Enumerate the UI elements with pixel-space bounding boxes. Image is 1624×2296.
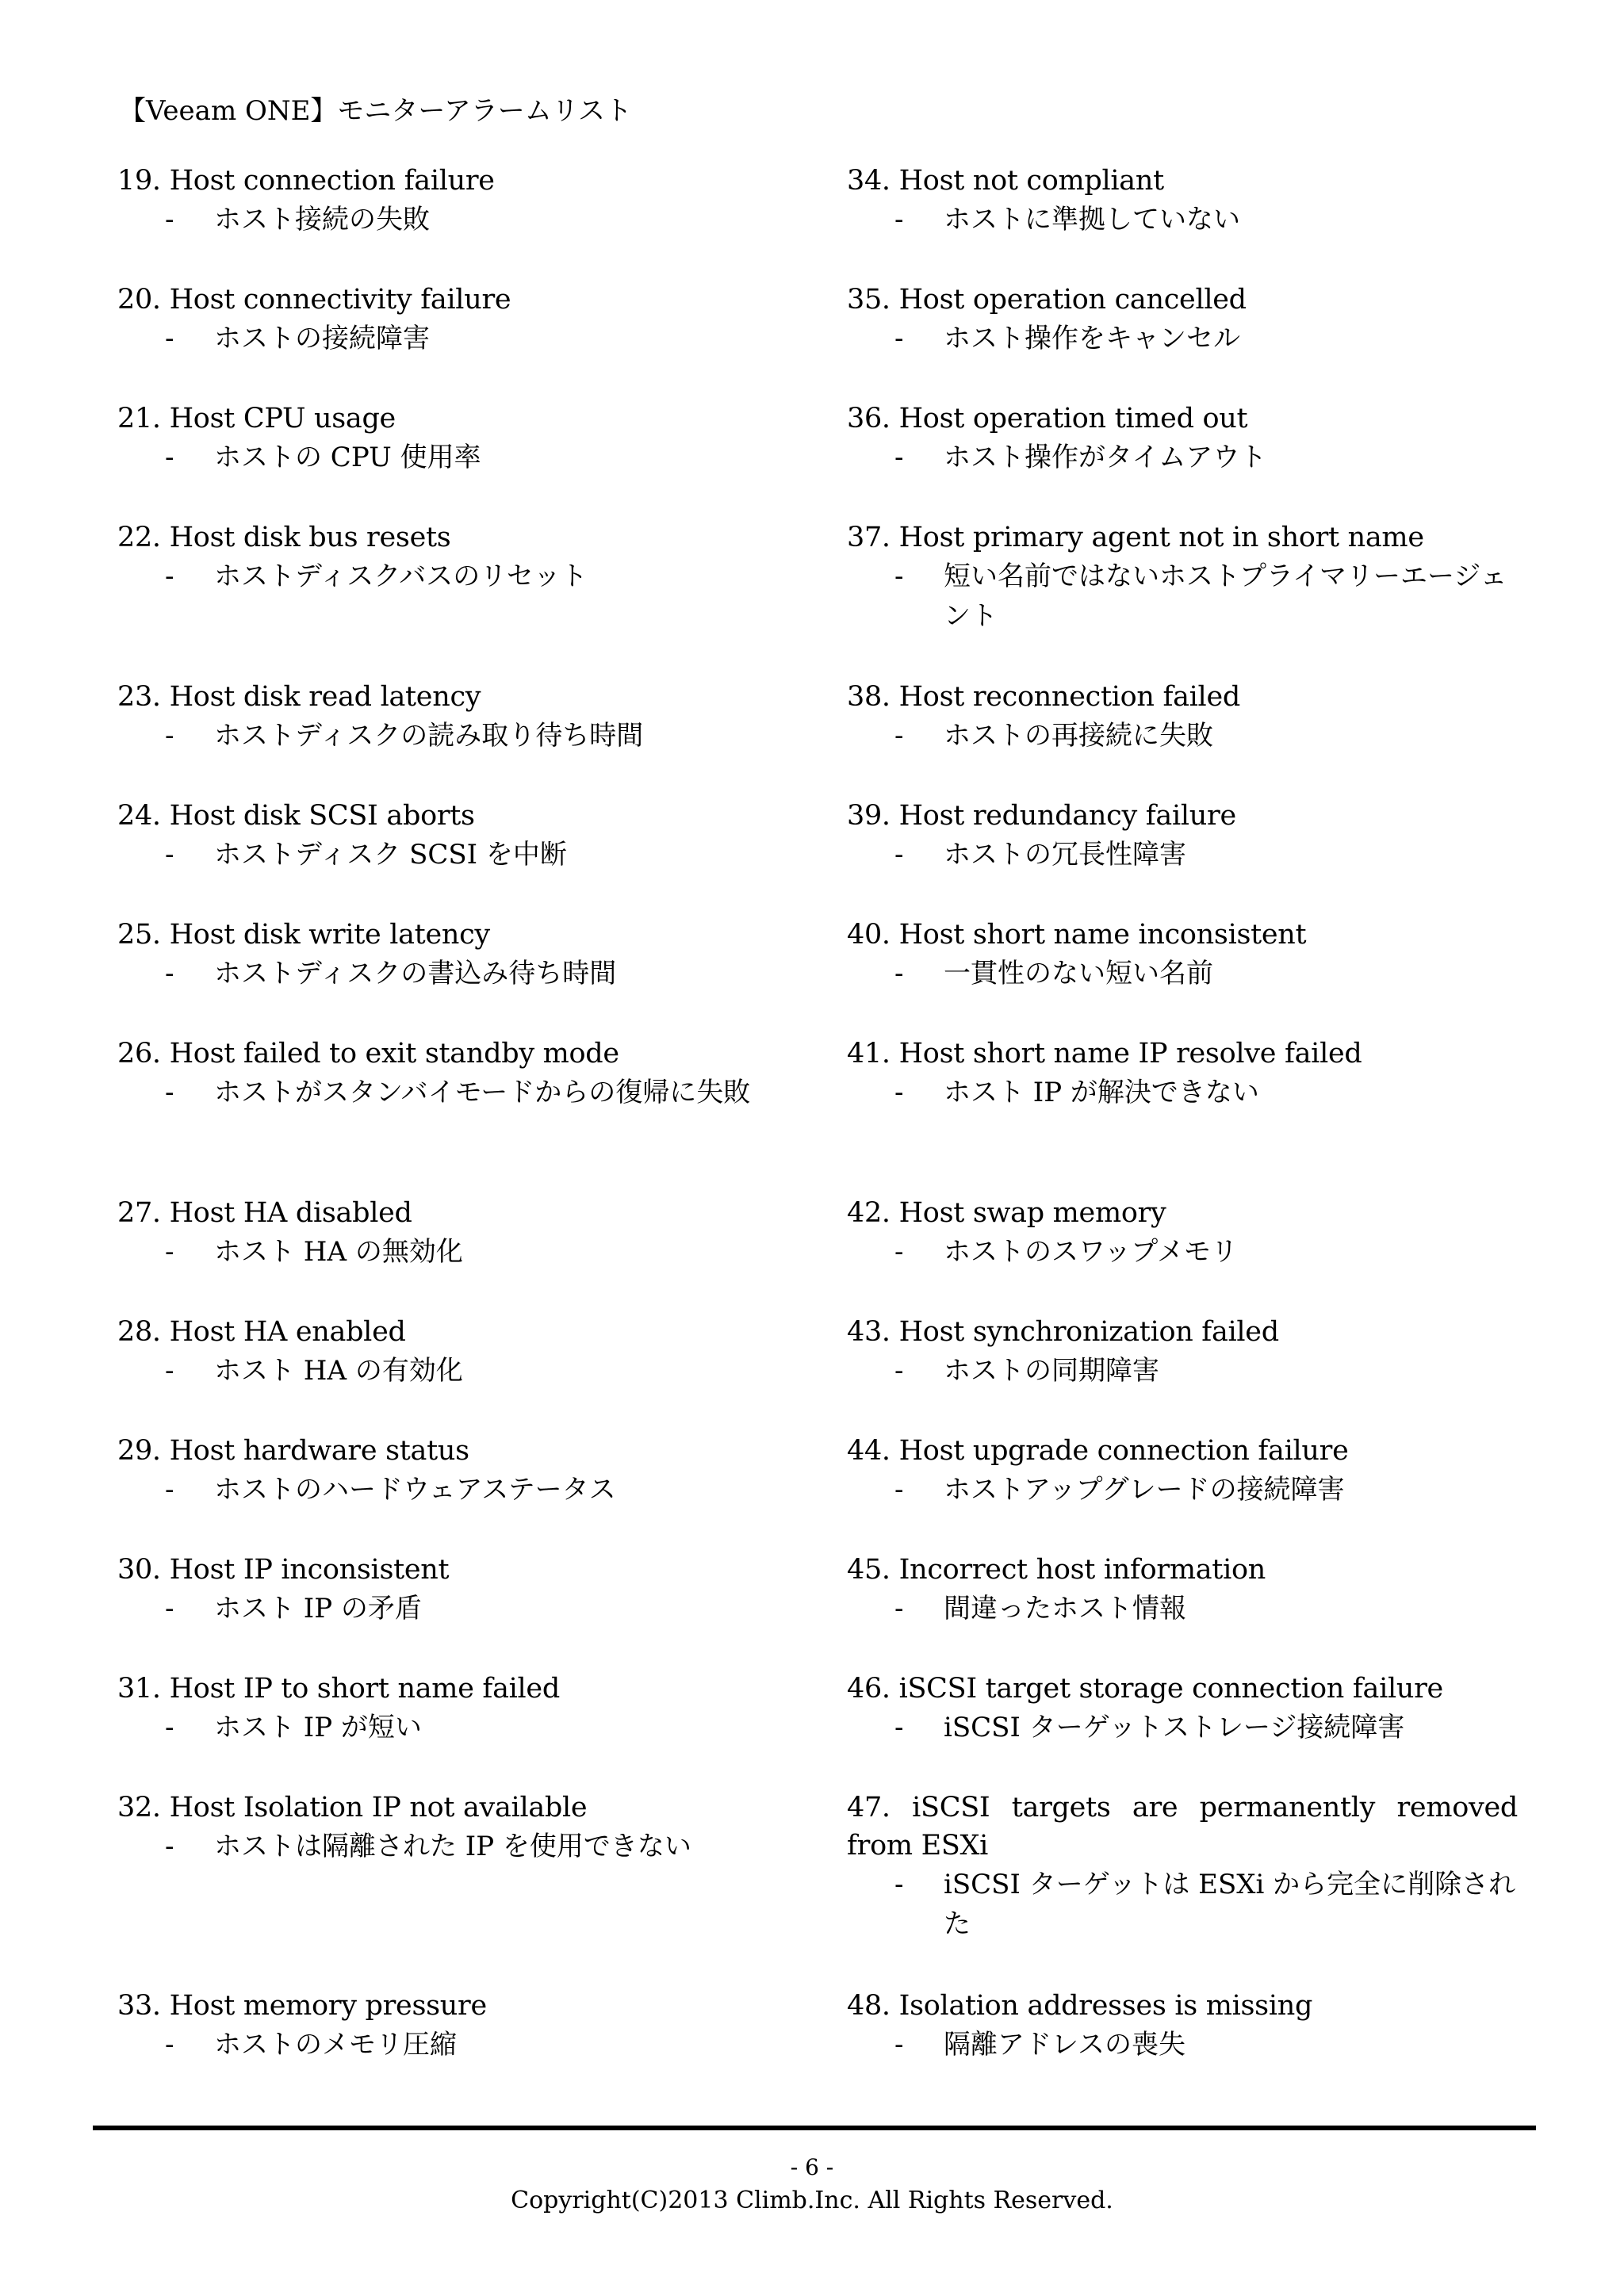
bullet-dash: - — [894, 442, 904, 473]
alarm-item-title: 43. Host synchronization failed — [847, 1316, 1279, 1348]
alarm-item-japanese: ホストの冗長性障害 — [944, 839, 1186, 871]
alarm-item-translation — [847, 1865, 1521, 1944]
alarm-item-translation — [847, 835, 1521, 874]
alarm-item-japanese: ホストのハードウェアステータス — [214, 1474, 616, 1506]
alarm-item-title: 26. Host failed to exit standby mode — [117, 1038, 619, 1070]
alarm-item-japanese: ホスト操作がタイムアウト — [944, 442, 1267, 473]
alarm-item-translation — [847, 1708, 1521, 1747]
alarm-item-title: 20. Host connectivity failure — [117, 284, 511, 316]
alarm-item-japanese: ホスト IP が短い — [214, 1712, 422, 1743]
bullet-dash: - — [165, 1712, 174, 1743]
alarm-item-translation — [847, 1073, 1521, 1112]
alarm-item — [847, 281, 1521, 358]
alarm-item-japanese: ホスト HA の無効化 — [214, 1236, 463, 1268]
alarm-item-translation — [117, 835, 791, 874]
alarm-item-title: 46. iSCSI target storage connection failure — [847, 1673, 1443, 1705]
alarm-item-japanese: ホストは隔離された IP を使用できない — [214, 1831, 691, 1862]
alarm-item — [847, 1789, 1521, 1944]
alarm-item-title: 39. Host redundancy failure — [847, 800, 1236, 832]
alarm-item-japanese: ホストディスク SCSI を中断 — [214, 839, 567, 871]
alarm-item-translation — [847, 716, 1521, 756]
alarm-item-translation — [117, 954, 791, 993]
alarm-item-japanese: ホストディスクの書込み待ち時間 — [214, 958, 617, 989]
alarm-item — [117, 916, 791, 993]
alarm-item — [117, 519, 791, 596]
bullet-dash: - — [894, 1869, 904, 1900]
alarm-item-japanese: 一貫性のない短い名前 — [944, 958, 1213, 989]
bullet-dash: - — [165, 1831, 174, 1862]
page-number: - 6 - — [790, 2154, 834, 2180]
bullet-dash: - — [894, 323, 904, 354]
alarm-item-japanese: ホストディスクバスのリセット — [214, 561, 588, 592]
alarm-item-japanese: ホストに準拠していない — [944, 204, 1240, 235]
alarm-item — [847, 1194, 1521, 1272]
alarm-item-translation — [117, 2025, 791, 2064]
bullet-dash: - — [165, 839, 174, 871]
alarm-item-japanese: ホストのメモリ圧縮 — [214, 2029, 457, 2061]
alarm-item-title: 30. Host IP inconsistent — [117, 1554, 450, 1586]
bullet-dash: - — [165, 561, 174, 592]
alarm-item — [117, 1313, 791, 1391]
alarm-item-title: 45. Incorrect host information — [847, 1554, 1266, 1586]
alarm-item-translation — [847, 200, 1521, 239]
alarm-item-title: 47. iSCSI targets are permanently removed from ESXi — [847, 1792, 1518, 1862]
alarm-item-japanese: ホストの同期障害 — [944, 1355, 1159, 1387]
alarm-item-title: 24. Host disk SCSI aborts — [117, 800, 475, 832]
alarm-item-title: 42. Host swap memory — [847, 1197, 1166, 1229]
bullet-dash: - — [894, 1712, 904, 1743]
alarm-item — [847, 1987, 1521, 2064]
alarm-item-title: 38. Host reconnection failed — [847, 681, 1240, 713]
bullet-dash: - — [165, 442, 174, 473]
alarm-item-translation — [117, 716, 791, 756]
alarm-item-translation — [117, 438, 791, 477]
alarm-item-title: 22. Host disk bus resets — [117, 522, 451, 553]
alarm-item — [117, 1670, 791, 1747]
bullet-dash: - — [165, 1593, 174, 1624]
alarm-item-japanese: ホストディスクの読み取り待ち時間 — [214, 720, 644, 752]
alarm-item-translation — [117, 1232, 791, 1272]
bullet-dash: - — [165, 1355, 174, 1387]
bullet-dash: - — [894, 2029, 904, 2061]
alarm-item-title: 31. Host IP to short name failed — [117, 1673, 560, 1705]
alarm-item-title: 48. Isolation addresses is missing — [847, 1990, 1313, 2022]
alarm-item — [847, 678, 1521, 756]
alarm-item-title: 41. Host short name IP resolve failed — [847, 1038, 1362, 1070]
alarm-item-title: 19. Host connection failure — [117, 165, 495, 197]
bullet-dash: - — [894, 204, 904, 235]
bullet-dash: - — [894, 958, 904, 989]
alarm-item-translation — [847, 1232, 1521, 1272]
alarm-item — [847, 1432, 1521, 1510]
alarm-item-japanese: ホストアップグレードの接続障害 — [944, 1474, 1345, 1506]
copyright-notice: Copyright(C)2013 Climb.Inc. All Rights Reserved. — [511, 2187, 1113, 2214]
alarm-item-title: 27. Host HA disabled — [117, 1197, 412, 1229]
alarm-item-japanese: ホストの CPU 使用率 — [214, 442, 481, 473]
alarm-item-translation — [847, 2025, 1521, 2064]
alarm-item-title: 25. Host disk write latency — [117, 919, 490, 951]
alarm-item-translation — [847, 438, 1521, 477]
alarm-item — [117, 1551, 791, 1628]
alarm-item-japanese: ホストのスワップメモリ — [944, 1236, 1238, 1268]
alarm-item-japanese: ホスト操作をキャンセル — [944, 323, 1240, 354]
alarm-item-translation — [117, 1708, 791, 1747]
alarm-item — [847, 1551, 1521, 1628]
alarm-item-title: 35. Host operation cancelled — [847, 284, 1247, 316]
bullet-dash: - — [894, 839, 904, 871]
bullet-dash: - — [165, 1474, 174, 1506]
bullet-dash: - — [165, 204, 174, 235]
alarm-item — [847, 1670, 1521, 1747]
alarm-item-title: 33. Host memory pressure — [117, 1990, 487, 2022]
bullet-dash: - — [894, 1355, 904, 1387]
alarm-item — [847, 1313, 1521, 1391]
alarm-item-translation — [117, 200, 791, 239]
alarm-item — [117, 400, 791, 477]
alarm-item — [117, 678, 791, 756]
alarm-item — [847, 519, 1521, 636]
alarm-item — [117, 1194, 791, 1272]
alarm-item-translation — [117, 1351, 791, 1391]
alarm-item-title: 21. Host CPU usage — [117, 403, 396, 434]
bullet-dash: - — [894, 561, 904, 592]
alarm-item-japanese: iSCSI ターゲットは ESXi から完全に削除された — [944, 1869, 1516, 1940]
bullet-dash: - — [165, 958, 174, 989]
alarm-item-translation — [847, 1589, 1521, 1628]
bullet-dash: - — [894, 720, 904, 752]
bullet-dash: - — [894, 1593, 904, 1624]
alarm-item-translation — [847, 557, 1521, 636]
alarm-item — [847, 797, 1521, 874]
alarm-item-translation — [847, 1470, 1521, 1510]
bullet-dash: - — [894, 1236, 904, 1268]
footer-divider — [93, 2126, 1536, 2130]
alarm-item — [847, 400, 1521, 477]
alarm-item-title: 37. Host primary agent not in short name — [847, 522, 1424, 553]
alarm-item-translation — [117, 1827, 791, 1866]
alarm-item — [117, 1789, 791, 1866]
alarm-item — [847, 162, 1521, 239]
alarm-item-japanese: ホスト IP が解決できない — [944, 1077, 1259, 1108]
alarm-item — [117, 162, 791, 239]
alarm-item-translation — [117, 1470, 791, 1510]
alarm-item-japanese: ホスト IP の矛盾 — [214, 1593, 422, 1624]
alarm-item-title: 23. Host disk read latency — [117, 681, 481, 713]
alarm-item-title: 36. Host operation timed out — [847, 403, 1248, 434]
bullet-dash: - — [165, 720, 174, 752]
bullet-dash: - — [165, 1077, 174, 1108]
alarm-item-title: 34. Host not compliant — [847, 165, 1164, 197]
alarm-item — [117, 1035, 791, 1112]
alarm-item — [117, 1432, 791, 1510]
alarm-item-title: 44. Host upgrade connection failure — [847, 1435, 1349, 1467]
bullet-dash: - — [894, 1474, 904, 1506]
alarm-item-translation — [117, 319, 791, 358]
alarm-item-title: 40. Host short name inconsistent — [847, 919, 1307, 951]
alarm-item — [847, 1035, 1521, 1112]
alarm-item-title: 29. Host hardware status — [117, 1435, 469, 1467]
alarm-item-translation — [117, 1073, 791, 1112]
alarm-item-japanese: ホストの接続障害 — [214, 323, 430, 354]
alarm-item-japanese: ホスト HA の有効化 — [214, 1355, 463, 1387]
alarm-item — [117, 1987, 791, 2064]
alarm-item-japanese: iSCSI ターゲットストレージ接続障害 — [944, 1712, 1405, 1743]
alarm-item-title: 32. Host Isolation IP not available — [117, 1792, 588, 1823]
bullet-dash: - — [165, 1236, 174, 1268]
alarm-item-translation — [847, 319, 1521, 358]
page-header-title: 【Veeam ONE】モニターアラームリスト — [119, 95, 633, 127]
alarm-item-japanese: ホストがスタンバイモードからの復帰に失敗 — [214, 1077, 751, 1108]
alarm-item-japanese: ホスト接続の失敗 — [214, 204, 430, 235]
alarm-item-translation — [847, 954, 1521, 993]
alarm-item — [117, 797, 791, 874]
alarm-item — [117, 281, 791, 358]
alarm-item-japanese: ホストの再接続に失敗 — [944, 720, 1213, 752]
alarm-item-translation — [117, 1589, 791, 1628]
alarm-item-japanese: 短い名前ではないホストプライマリーエージェント — [944, 561, 1507, 632]
alarm-item-translation — [847, 1351, 1521, 1391]
alarm-item-translation — [117, 557, 791, 596]
alarm-item-japanese: 間違ったホスト情報 — [944, 1593, 1186, 1624]
bullet-dash: - — [894, 1077, 904, 1108]
alarm-item-title: 28. Host HA enabled — [117, 1316, 406, 1348]
bullet-dash: - — [165, 323, 174, 354]
alarm-item — [847, 916, 1521, 993]
bullet-dash: - — [165, 2029, 174, 2061]
alarm-item-japanese: 隔離アドレスの喪失 — [944, 2029, 1185, 2061]
